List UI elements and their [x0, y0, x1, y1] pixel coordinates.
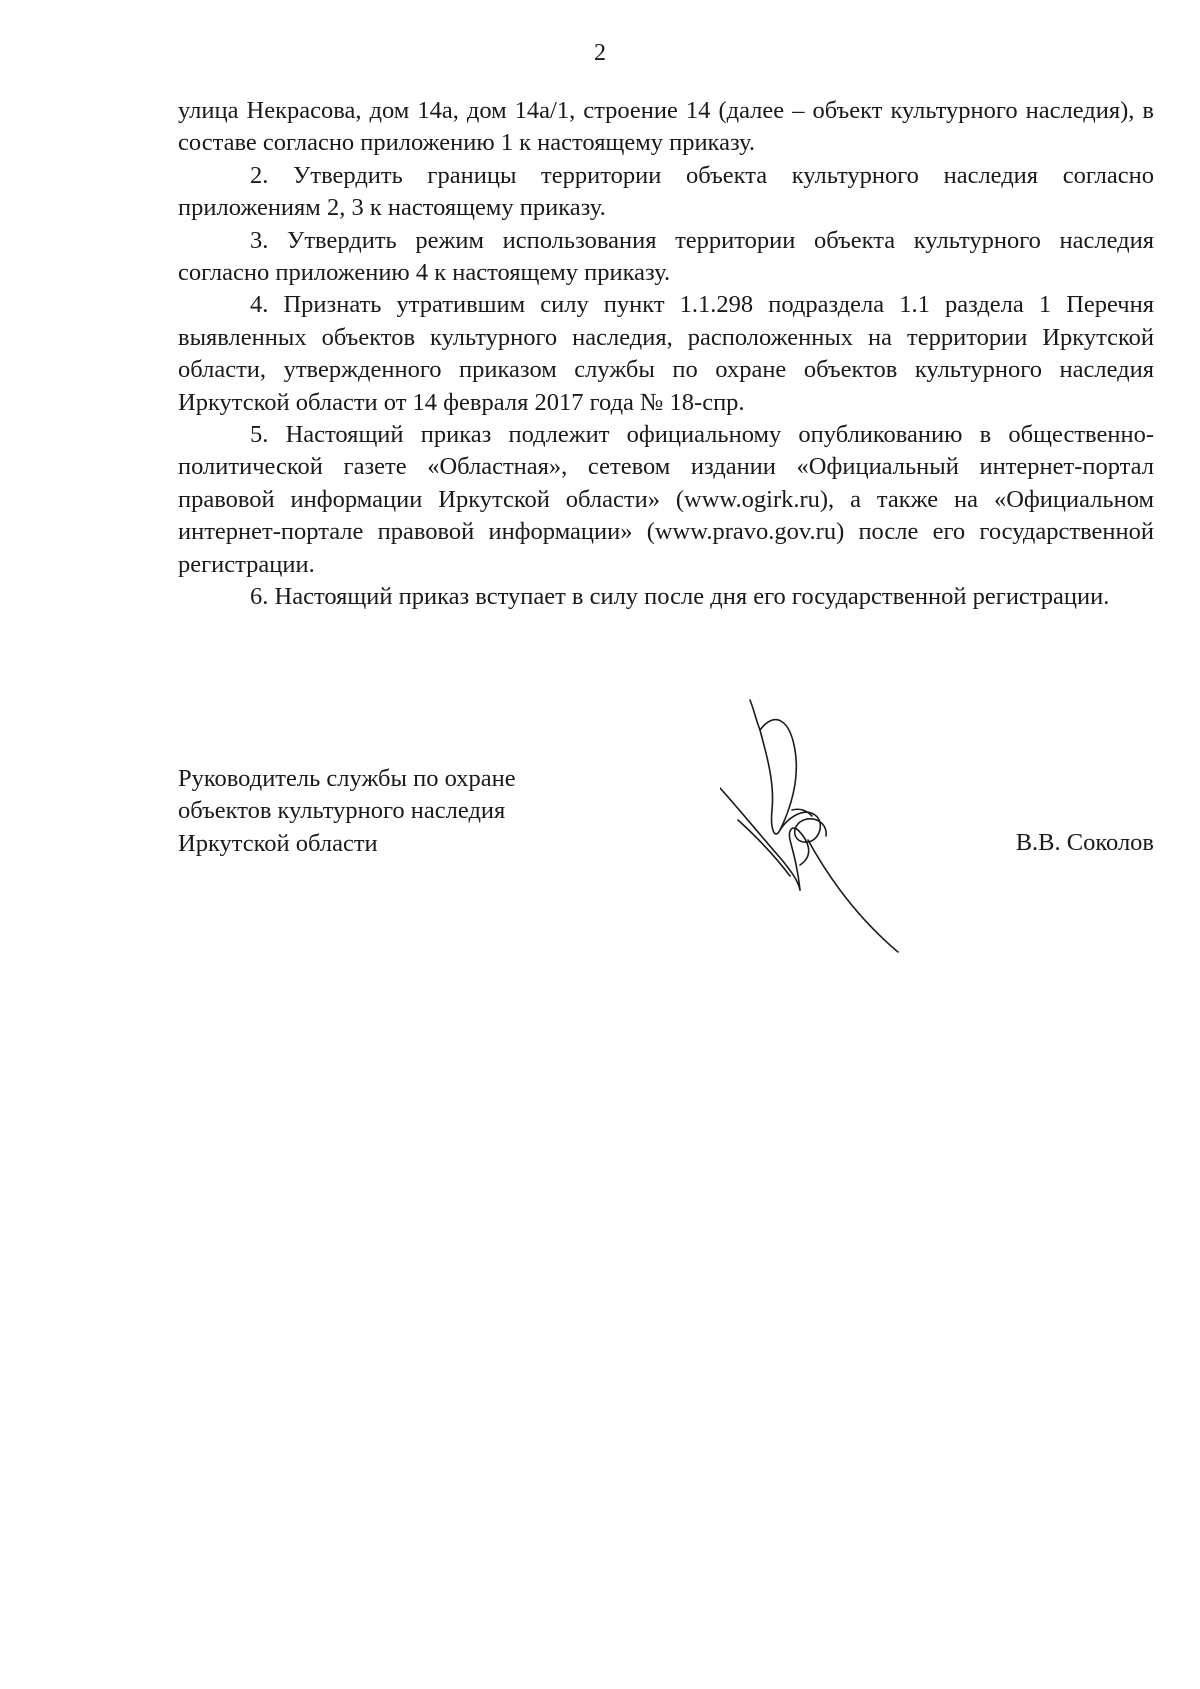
- signer-position: [178, 763, 608, 860]
- signer-name: В.В. Соколов: [1015, 829, 1154, 856]
- document-body: [178, 95, 1154, 614]
- paragraph-item-2: 2. Утвердить границы территории объекта культурного наследия согласно приложениям 2, 3 к настоящему приказу.: [178, 161, 1154, 222]
- paragraph-item-4: 4. Признать утратившим силу пункт 1.1.298 подраздела 1.1 раздела 1 Перечня выявленных объектов культурного наследия, расположенных на территории Иркутской области, утвержденного приказом службы по охране объектов культурного наследия Иркутской области от 14 февраля 2017 года № 18-спр.: [178, 291, 1154, 416]
- handwritten-signature: [720, 690, 910, 960]
- signer-position-line: объектов культурного наследия: [178, 797, 506, 825]
- signer-position-line: Иркутской области: [178, 829, 378, 857]
- paragraph-item-6: 6. Настоящий приказ вступает в силу после дня его государственной регистрации.: [250, 583, 1110, 611]
- page-number: 2: [594, 40, 606, 66]
- paragraph-item-5: 5. Настоящий приказ подлежит официальному опубликованию в общественно-политической газете «Областная», сетевом издании «Официальный интернет-портал правовой информации Иркутской области» (www.ogirk.ru), а также на «Официальном интернет-портале правовой информации» (www.pravo.gov.ru) после его государственной регистрации.: [178, 421, 1154, 578]
- signature-block: [178, 763, 1154, 873]
- paragraph-item-3: 3. Утвердить режим использования территории объекта культурного наследия согласно приложению 4 к настоящему приказу.: [178, 226, 1154, 287]
- paragraph-continuation: улица Некрасова, дом 14а, дом 14а/1, строение 14 (далее – объект культурного наследия), в составе согласно приложению 1 к настоящему приказу.: [178, 97, 1154, 157]
- signer-position-line: Руководитель службы по охране: [178, 765, 516, 792]
